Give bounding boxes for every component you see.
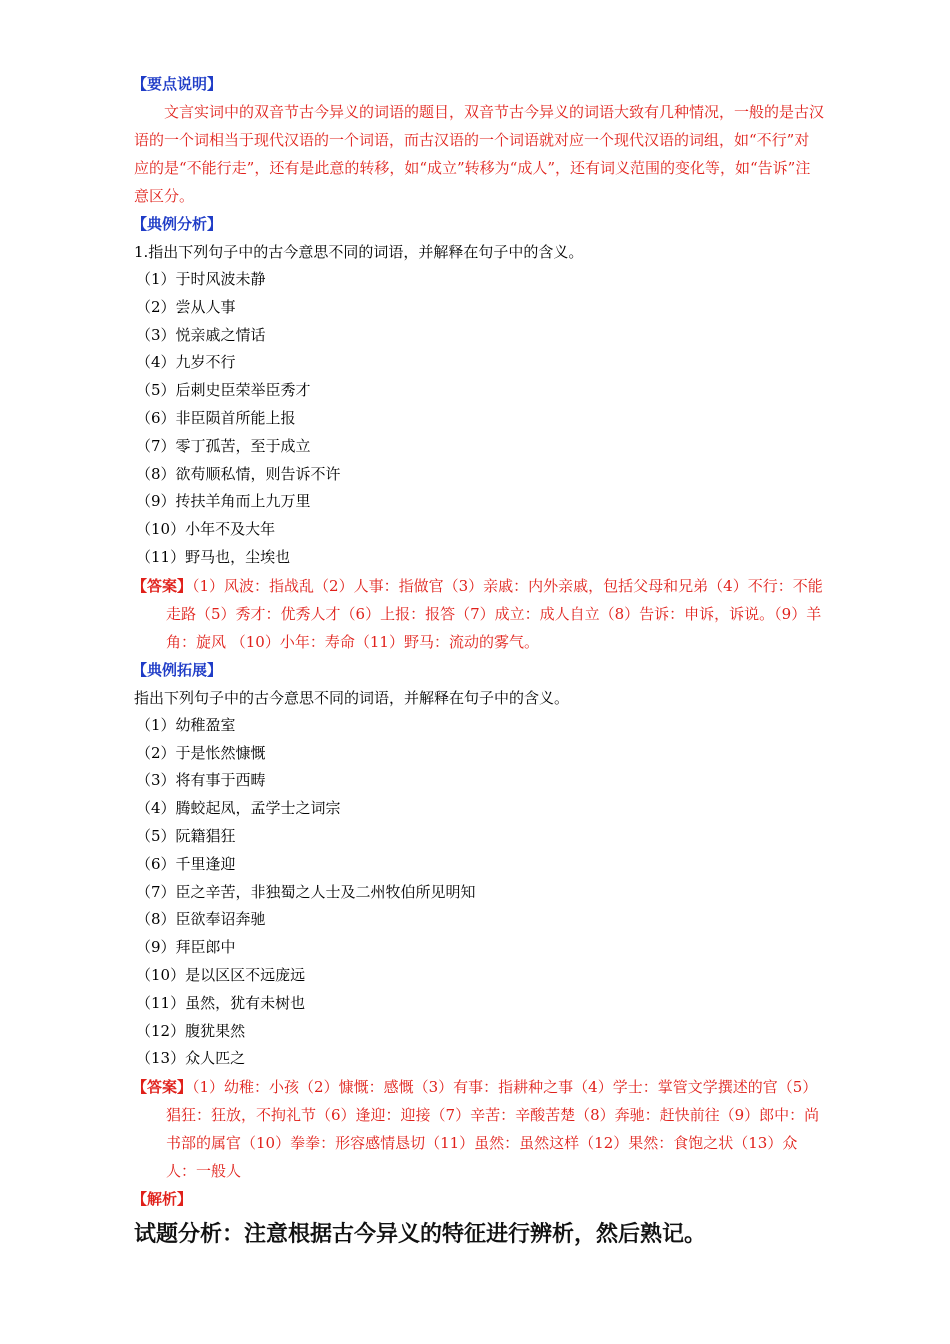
example-question: 1.指出下列句子中的古今意思不同的词语，并解释在句子中的含义。 — [134, 243, 584, 261]
list-item: （7）臣之辛苦，非独蜀之人士及二州牧伯所见明知 — [136, 882, 476, 901]
example-analysis-heading: 【典例分析】 — [132, 215, 223, 233]
list-item: （10）小年不及大年 — [136, 520, 276, 539]
list-item: （1）于时风波未静 — [136, 270, 266, 288]
document-page — [134, 70, 824, 1255]
list-item: （4）九岁不行 — [136, 353, 236, 372]
example-answer — [134, 572, 824, 656]
list-item: （7）零丁孤苦，至于成立 — [136, 436, 311, 455]
answer-label: 【答案】 — [132, 576, 193, 595]
list-item: （2）尝从人事 — [136, 297, 236, 316]
list-item: （6）千里逢迎 — [136, 854, 236, 873]
list-item: （9）抟扶羊角而上九万里 — [136, 492, 311, 511]
answer-text: （1）风波：指战乱（2）人事：指做官（3）亲戚：内外亲戚，包括父母和兄弟（4）不行：不能走路（5）秀才：优秀人才（6）上报：报答（7）成立：成人自立（8）告诉：申诉，诉说。（9）羊角：旋风 （10）小年：寿命（11）野马：流动的雾气。 — [166, 576, 823, 651]
list-item: （1）幼稚盈室 — [136, 715, 236, 734]
list-item: （2）于是怅然慷慨 — [136, 743, 266, 762]
list-item: （9）拜臣郎中 — [136, 938, 236, 957]
key-points-body: 文言实词中的双音节古今异义的词语的题目，双音节古今异义的词语大致有几种情况，一般的是古汉语的一个词相当于现代汉语的一个词语，而古汉语的一个词语就对应一个现代汉语的词组，如“不行”对应的是“不能行走”，还有是此意的转移，如“成立”转移为“成人”，还有词义范围的变化等，如“告诉”注意区分。 — [134, 103, 825, 205]
list-item: （8）欲苟顺私情，则告诉不许 — [136, 464, 341, 483]
list-item: （8）臣欲奉诏奔驰 — [136, 910, 266, 929]
list-item: （10）是以区区不远庞远 — [136, 965, 306, 984]
extension-question: 指出下列句子中的古今意思不同的词语，并解释在句子中的含义。 — [134, 688, 570, 707]
analysis-heading: 【解析】 — [132, 1190, 193, 1209]
list-item: （6）非臣陨首所能上报 — [136, 408, 296, 427]
list-item: （5）后刺史臣荣举臣秀才 — [136, 381, 311, 400]
list-item: （11）野马也，尘埃也 — [136, 547, 291, 566]
example-extension-heading: 【典例拓展】 — [132, 660, 223, 679]
list-item: （13）众人匹之 — [136, 1049, 246, 1068]
example-items-list — [134, 266, 824, 572]
analysis-body: 试题分析：注意根据古今异义的特征进行辨析，然后熟记。 — [134, 1222, 707, 1248]
list-item: （12）腹犹果然 — [136, 1021, 246, 1040]
list-item: （3）悦亲戚之情话 — [136, 325, 266, 344]
list-item: （11）虽然，犹有未树也 — [136, 993, 306, 1012]
answer-text: （1）幼稚：小孩（2）慷慨：感慨（3）有事：指耕种之事（4）学士：掌管文学撰述的官（5）猖狂：狂放，不拘礼节（6）逢迎：迎接（7）辛苦：辛酸苦楚（8）奔驰：赶快前往（9）郎中：尚书部的属官（10）拳拳：形容感情恳切（11）虽然：虽然这样（12）果然：食饱之状（13）众人：一般人 — [166, 1078, 820, 1181]
key-points-heading: 【要点说明】 — [132, 75, 223, 93]
list-item: （3）将有事于西畴 — [136, 771, 266, 790]
list-item: （4）腾蛟起凤，孟学士之词宗 — [136, 799, 341, 818]
extension-items-list — [134, 712, 824, 1073]
answer-label: 【答案】 — [132, 1078, 193, 1097]
list-item: （5）阮籍猖狂 — [136, 826, 236, 845]
extension-answer — [134, 1073, 824, 1185]
